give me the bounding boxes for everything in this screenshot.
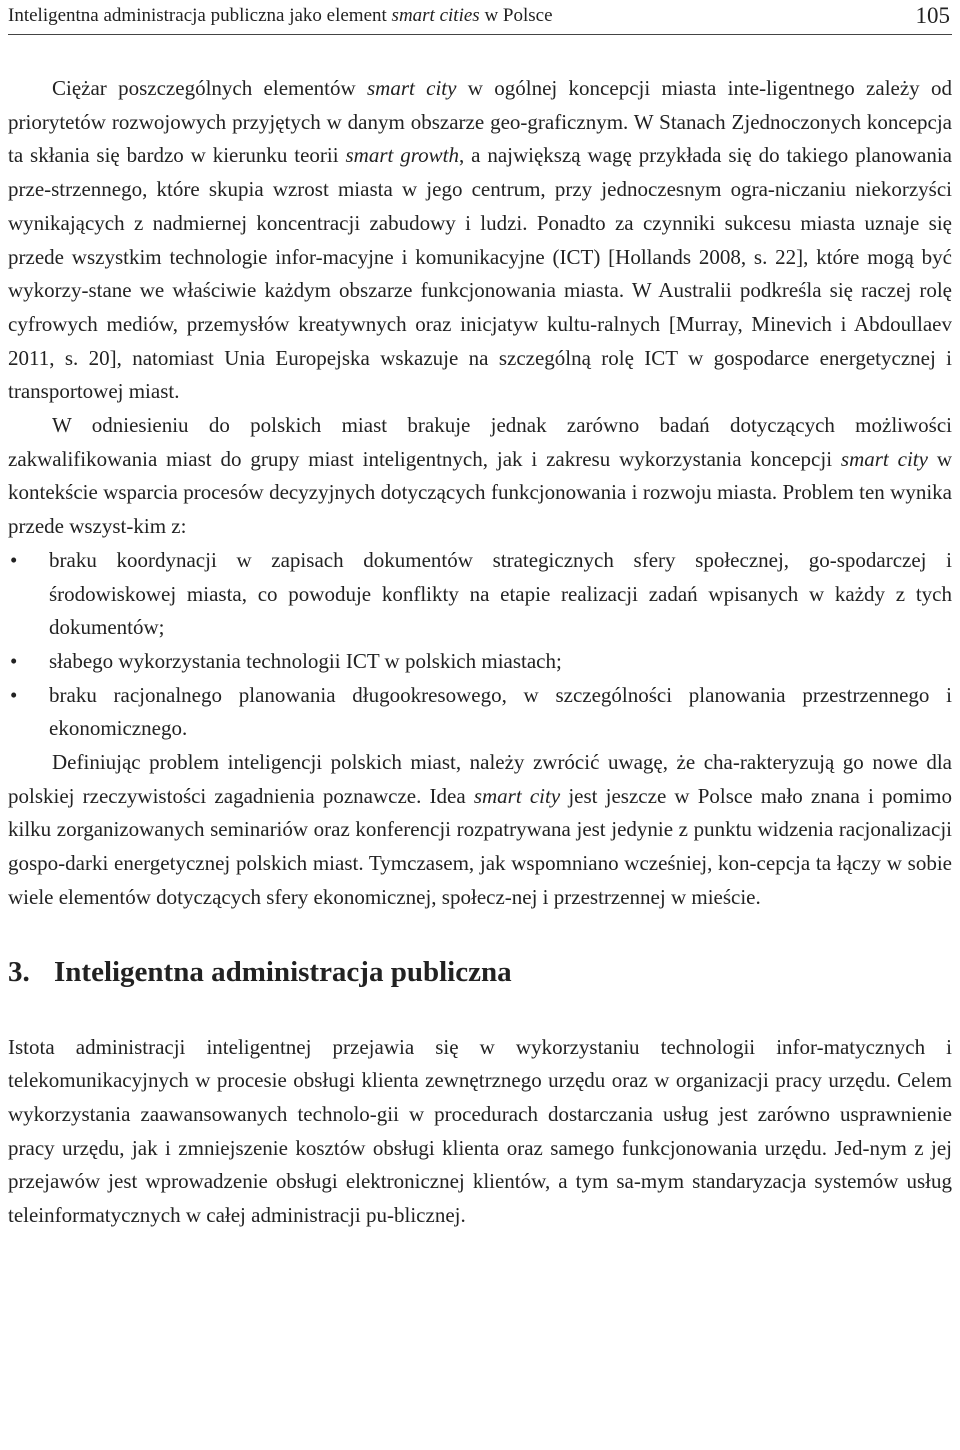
paragraph-3 [8, 746, 952, 915]
text-run: jest jeszcze w Polsce mało znana i pomimo kilku zorganizowanych seminariów oraz konferencji rozpatrywana jest jedynie z punktu widzenia racjonalizacji gospo-darki energetycznej polskich miast. Tymczasem, jak wspomniano wcześniej, kon-cepcja ta łączy w sobie wiele elementów dotyczących sfery ekonomicznej, społecz-nej i przestrzennej w mieście. [8, 783, 953, 909]
page-number: 105 [915, 3, 950, 28]
paragraph-4: Istota administracji inteligentnej przejawia się w wykorzystaniu technologii infor-matycznych i telekomunikacyjnych w procesie obsługi klienta zewnętrznego urzędu oraz w organizacji pracy urzędu. Celem wykorzystania zaawansowanych technolo-gii w procedurach dostarczania usług jest zarówno usprawnienie pracy urzędu, jak i zmniejszenie kosztów obsługi klienta oraz samego funkcjonowania urzędu. Jed-nym z jej przejawów jest wprowadzenie obsługi elektronicznej klientów, a tym sa-mym standaryzacja systemów usług teleinformatycznych w całej administracji pu-blicznej. [8, 1034, 952, 1228]
italic-term: smart city [366, 76, 457, 100]
list-item-text: braku koordynacji w zapisach dokumentów strategicznych sfery społecznej, go-spodarczej i środowiskowej miasta, co powoduje konflikty na etapie realizacji zadań wpisanych w każdy z tych dokumentów; [49, 547, 952, 640]
text-run: w kontekście wsparcia procesów decyzyjnych dotyczących funkcjonowania i rozwoju miasta. Problem ten wynika przede wszyst-kim z: [8, 446, 952, 539]
italic-term: smart city [840, 446, 928, 471]
list-item-text: braku racjonalnego planowania długookresowego, w szczególności planowania przestrzennego i ekonomicznego. [49, 682, 952, 741]
list-item [8, 645, 952, 679]
list-item [8, 679, 952, 746]
section-number: 3. [8, 955, 30, 988]
running-title-text-end: w Polsce [479, 5, 553, 26]
paragraph-1 [8, 72, 952, 409]
text-run: W odniesieniu do polskich miast brakuje jednak zarówno badań dotyczących możliwości zakwalifikowania miast do grupy miast inteligentnych, jak i zakresu wykorzystania koncepcji [8, 413, 952, 471]
text-run: , a największą wagę przykłada się do takiego planowania prze-strzennego, które skupia wzrost miasta w jego centrum, przy jednoczesnym ogra-niczaniu niekorzyści wynikających z nadmiernej koncentracji zabudowy i ludzi. Ponadto za czynniki sukcesu miasta uznaje się przede wszystkim technologie infor-macyjne i komunikacyjne (ICT) [Hollands 2008, s. 22], które mogą być wykorzy-stane we właściwie każdym obszarze funkcjonowania miasta. W Australii podkreśla się raczej rolę cyfrowych mediów, przemysłów kreatywnych oraz inicjatyw kultu-ralnych [Murray, Minevich i Abdoullaev 2011, s. 20], natomiast Unia Europejska wskazuje na szczególną rolę ICT w gospodarce energetycznej i transportowej miast. [8, 143, 952, 404]
text-run: Definiując problem inteligencji polskich miast, należy zwrócić uwagę, że cha-rakteryzują go nowe dla polskiej rzeczywistości zagadnienia poznawcze. Idea [8, 750, 952, 808]
text-body [8, 72, 952, 1233]
running-title-text: Inteligentna administracja publiczna jako element [8, 5, 392, 26]
list-item [8, 544, 952, 645]
bullet-icon: • [10, 547, 18, 572]
bullet-icon: • [10, 648, 18, 673]
running-title-italic: smart cities [391, 5, 480, 26]
section-title: Inteligentna administracja publiczna [54, 955, 512, 988]
paragraph-2 [8, 409, 952, 544]
running-title [8, 2, 553, 30]
running-header [8, 2, 952, 35]
list-item-text: słabego wykorzystania technologii ICT w polskich miastach; [49, 648, 562, 673]
section-heading [8, 954, 952, 990]
italic-term: smart growth [345, 143, 459, 168]
text-run: Ciężar poszczególnych elementów [52, 76, 367, 100]
text-run: w ogólnej koncepcji miasta inte-ligentnego zależy od priorytetów rozwojowych przyjętych w danym obszarze geo-graficznym. W Stanach Zjednoczonych koncepcja ta skłania się bardzo w kierunku teorii [8, 76, 952, 168]
bullet-list [8, 544, 952, 746]
bullet-icon: • [10, 682, 18, 707]
italic-term: smart city [473, 783, 561, 808]
